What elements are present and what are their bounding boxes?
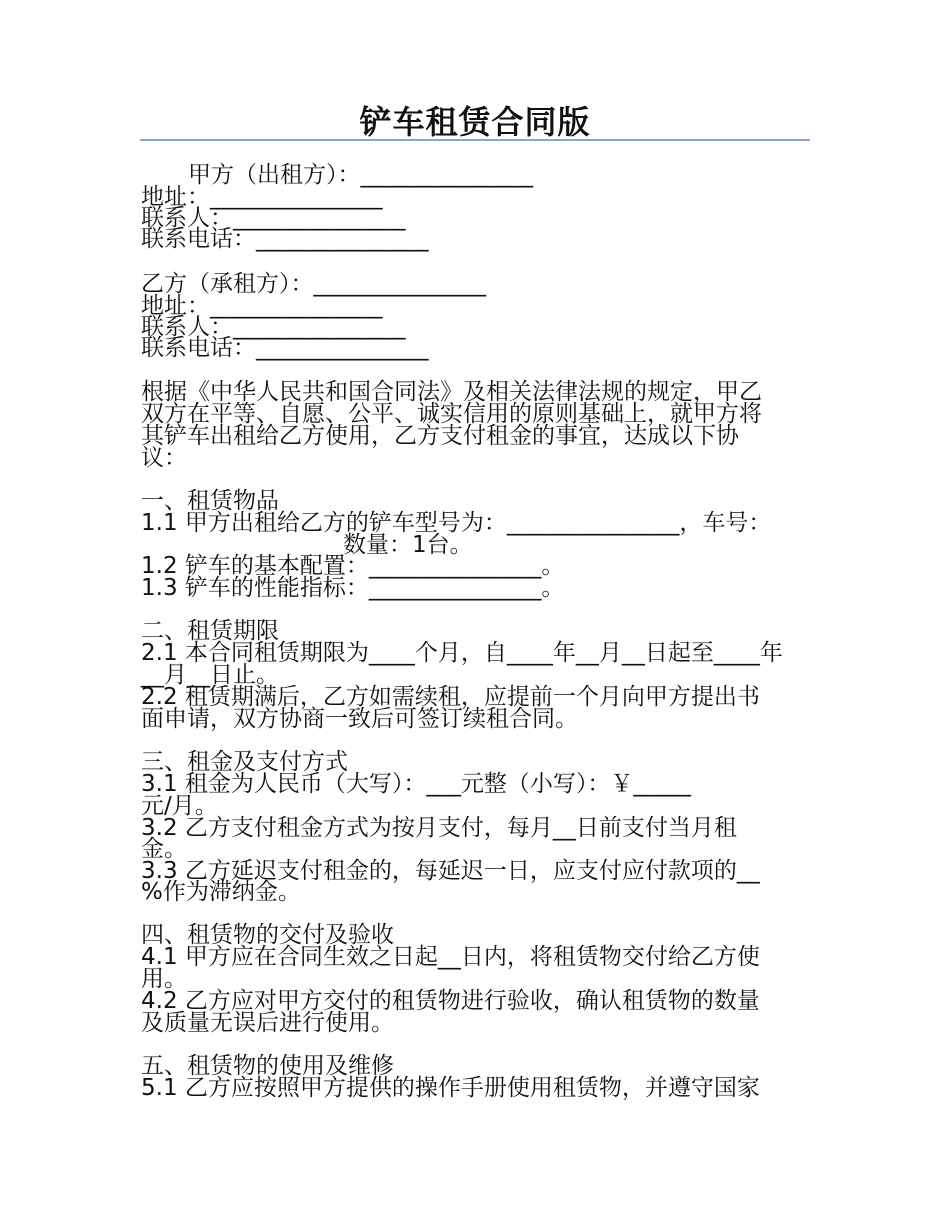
party-a-line: 甲方（出租方）：_______________ xyxy=(188,162,533,188)
preamble-line: 议： xyxy=(141,445,187,471)
clause-line: 3.2 乙方支付租金方式为按月支付，每月__日前支付当月租 xyxy=(141,815,737,841)
clause-line: 1.1 甲方出租给乙方的铲车型号为：_______________，车号： xyxy=(141,510,772,536)
preamble-line: 其铲车出租给乙方使用，乙方支付租金的事宜，达成以下协 xyxy=(141,423,739,449)
party-b-contact: 联系人：_______________ xyxy=(141,314,406,340)
clause-line: 金。 xyxy=(141,836,187,862)
clause-line: %作为滞纳金。 xyxy=(141,879,301,905)
clause-line: 数量：1台。 xyxy=(343,532,473,558)
clause-line: 1.3 铲车的性能指标：_______________。 xyxy=(141,575,565,601)
party-b-line: 乙方（承租方）：_______________ xyxy=(141,271,486,297)
title-underline xyxy=(140,139,810,141)
section-heading: 二、租赁期限 xyxy=(141,618,279,644)
section-heading: 三、租金及支付方式 xyxy=(141,749,348,775)
party-a-phone: 联系电话：_______________ xyxy=(141,226,429,252)
clause-line: __月__日止。 xyxy=(141,662,279,688)
clause-line: 4.1 甲方应在合同生效之日起__日内，将租赁物交付给乙方使 xyxy=(141,944,760,970)
clause-line: 1.2 铲车的基本配置：_______________。 xyxy=(141,553,565,579)
party-b-address: 地址：_______________ xyxy=(141,293,383,319)
clause-line: 2.2 租赁期满后，乙方如需续租，应提前一个月向甲方提出书 xyxy=(141,684,760,710)
clause-line: 及质量无误后进行使用。 xyxy=(141,1010,394,1036)
party-a-contact: 联系人：_______________ xyxy=(141,205,406,231)
clause-line: 3.1 租金为人民币（大写）：___元整（小写）：￥_____ xyxy=(141,771,691,797)
document-title: 铲车租赁合同版 xyxy=(359,103,591,141)
section-heading: 五、租赁物的使用及维修 xyxy=(141,1053,394,1079)
party-b-phone: 联系电话：_______________ xyxy=(141,335,429,361)
clause-line: 3.3 乙方延迟支付租金的，每延迟一日，应支付应付款项的__ xyxy=(141,858,760,884)
clause-line: 用。 xyxy=(141,966,187,992)
clause-line: 元/月。 xyxy=(141,793,218,819)
preamble-line: 双方在平等、自愿、公平、诚实信用的原则基础上，就甲方将 xyxy=(141,401,762,427)
clause-line: 5.1 乙方应按照甲方提供的操作手册使用租赁物，并遵守国家 xyxy=(141,1075,760,1101)
clause-line: 4.2 乙方应对甲方交付的租赁物进行验收，确认租赁物的数量 xyxy=(141,988,760,1014)
party-a-address: 地址：_______________ xyxy=(141,184,383,210)
clause-line: 2.1 本合同租赁期限为____个月，自____年__月__日起至____年 xyxy=(141,640,783,666)
preamble-line: 根据《中华人民共和国合同法》及相关法律法规的规定，甲乙 xyxy=(141,379,762,405)
section-heading: 四、租赁物的交付及验收 xyxy=(141,922,394,948)
section-heading: 一、租赁物品 xyxy=(141,488,279,514)
clause-line: 面申请，双方协商一致后可签订续租合同。 xyxy=(141,706,578,732)
